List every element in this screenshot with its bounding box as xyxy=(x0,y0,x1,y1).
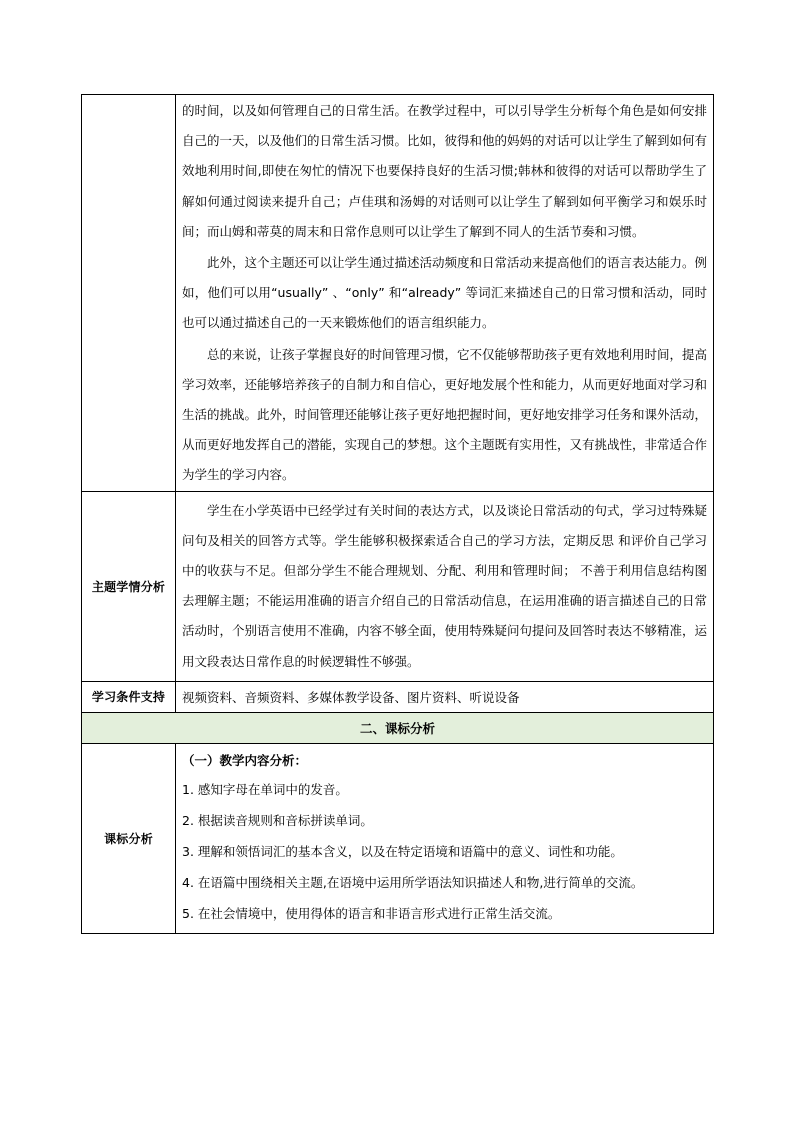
empty-label-cell xyxy=(82,95,176,492)
theme-analysis-continued-row xyxy=(82,95,714,492)
section-header-row xyxy=(82,712,714,743)
paragraph: 总的来说，让孩子掌握良好的时间管理习惯，它不仅能够帮助孩子更有效地利用时间，提高学习效率，还能够培养孩子的自制力和自信心，更好地发展个性和能力，从而更好地面对学习和生活的挑战。此外，时间管理还能够让孩子更好地把握时间，更好地安排学习任务和课外活动，从而更好地发挥自己的潜能，实现自己的梦想。这个主题既有实用性，又有挑战性，非常适合作为学生的学习内容。 xyxy=(182,346,708,483)
theme-analysis-content xyxy=(176,95,714,492)
list-item: 2. 根据读音规则和音标拼读单词。 xyxy=(182,812,373,828)
list-item: 3. 理解和领悟词汇的基本含义，以及在特定语境和语篇中的意义、词性和功能。 xyxy=(182,843,623,859)
curriculum-analysis-label: 课标分析 xyxy=(82,743,176,933)
curriculum-analysis-row xyxy=(82,743,714,933)
paragraph: 此外，这个主题还可以让学生通过描述活动频度和日常活动来提高他们的语言表达能力。例如，他们可以用“usually” 、“only” 和“already” 等词汇来描述自己的日常习惯和活动，同时也可以通过描述自己的一天来锻炼他们的语言组织能力。 xyxy=(182,255,708,331)
student-analysis-content xyxy=(176,491,714,681)
curriculum-analysis-content xyxy=(176,743,714,933)
learning-conditions-content: 视频资料、音频资料、多媒体教学设备、图片资料、听说设备 xyxy=(176,681,714,712)
list-item: 5. 在社会情境中，使用得体的语言和非语言形式进行正常生活交流。 xyxy=(182,905,561,921)
learning-conditions-label: 学习条件支持 xyxy=(82,681,176,712)
list-item: 1. 感知字母在单词中的发音。 xyxy=(182,781,348,797)
section-title: 二、课标分析 xyxy=(82,712,714,743)
paragraph: 的时间，以及如何管理自己的日常生活。在教学过程中，可以引导学生分析每个角色是如何安排自己的一天，以及他们的日常生活习惯。比如，彼得和他的妈妈的对话可以让学生了解到如何有效地利用时间,即使在匆忙的情况下也要保持良好的生活习惯;韩林和彼得的对话可以帮助学生了解如何通过阅读来提升自己；卢佳琪和汤姆的对话则可以让学生了解到如何平衡学习和娱乐时间；而山姆和蒂莫的周末和日常作息则可以让学生了解到不同人的生活节奏和习惯。 xyxy=(182,103,708,239)
student-analysis-row xyxy=(82,491,714,681)
learning-conditions-row xyxy=(82,681,714,712)
student-analysis-label: 主题学情分析 xyxy=(82,491,176,681)
content-analysis-subtitle: （一）教学内容分析： xyxy=(182,752,308,768)
list-item: 4. 在语篇中围绕相关主题,在语境中运用所学语法知识描述人和物,进行简单的交流。 xyxy=(182,874,644,890)
paragraph: 学生在小学英语中已经学过有关时间的表达方式，以及谈论日常活动的句式，学习过特殊疑问句及相关的回答方式等。学生能够积极探索适合自己的学习方法，定期反思 和评价自己学习中的收获与不足。但部分学生不能合理规划、分配、利用和管理时间； 不善于利用信息结构图去理解主题；不能运用准确的语言介绍自己的日常活动信息，在运用准确的语言描述自己的日常活动时，个别语言使用不准确，内容不够全面，使用特殊疑问句提问及回答时表达不够精准，运用文段表达日常作息的时候逻辑性不够强。 xyxy=(182,502,708,669)
lesson-plan-table xyxy=(81,94,714,934)
